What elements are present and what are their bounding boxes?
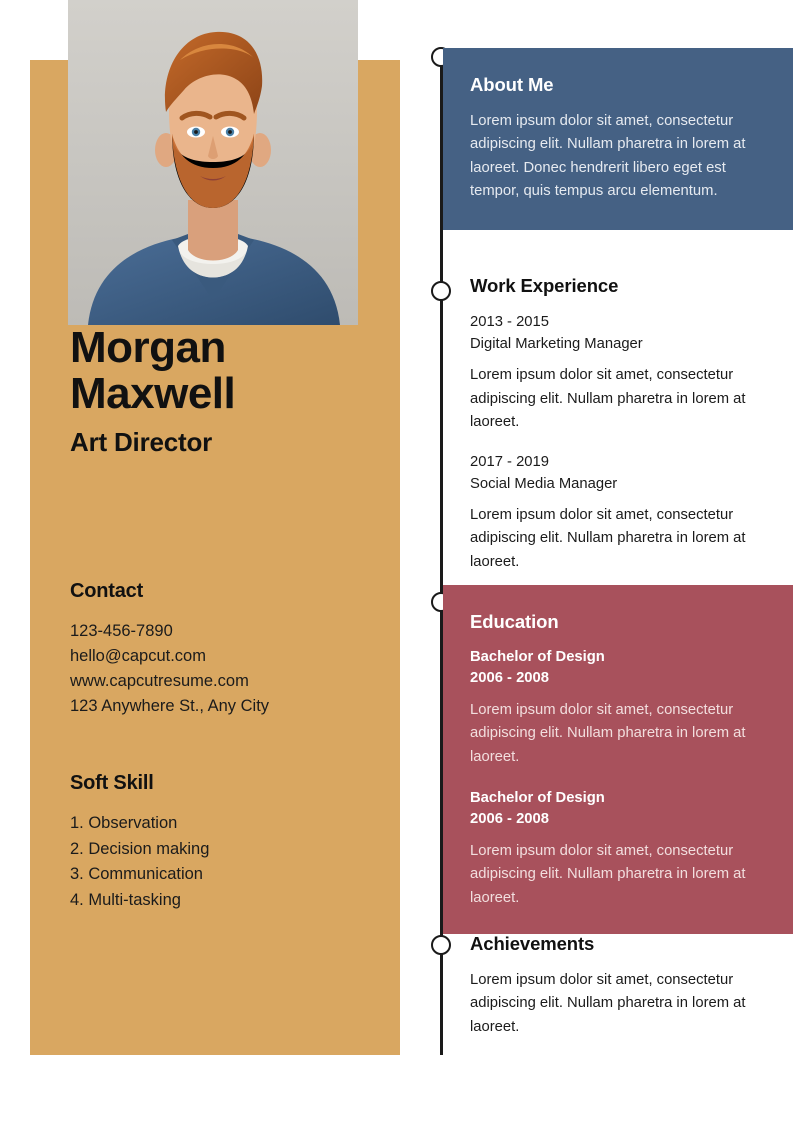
contact-heading: Contact <box>70 580 144 602</box>
about-me-panel <box>443 48 793 230</box>
job-meta <box>470 311 763 355</box>
job-title: Social Media Manager <box>470 475 618 492</box>
contact-phone: 123-456-7890 <box>70 622 173 640</box>
work-experience-item <box>470 311 763 435</box>
page-title <box>70 325 370 417</box>
name-block <box>70 325 370 458</box>
job-description: Lorem ipsum dolor sit amet, consectetur adipiscing elit. Nullam pharetra in lorem at laoreet. <box>470 367 746 431</box>
job-meta <box>470 451 763 495</box>
education-description: Lorem ipsum dolor sit amet, consectetur adipiscing elit. Nullam pharetra in lorem at laoreet. <box>470 701 746 765</box>
soft-skill-heading: Soft Skill <box>70 772 154 794</box>
education-years: 2006 - 2008 <box>470 811 549 828</box>
contact-address: 123 Anywhere St., Any City <box>70 697 270 716</box>
education-item <box>470 647 763 769</box>
education-heading: Education <box>470 611 559 632</box>
job-role: Art Director <box>70 426 213 457</box>
job-description: Lorem ipsum dolor sit amet, consectetur adipiscing elit. Nullam pharetra in lorem at laoreet. <box>470 506 746 570</box>
work-experience-heading: Work Experience <box>470 275 619 296</box>
contact-section <box>70 580 370 719</box>
list-item: 3. Communication <box>70 865 203 884</box>
name-line-2: Maxwell <box>70 368 236 418</box>
list-item: 2. Decision making <box>70 839 210 858</box>
job-years: 2017 - 2019 <box>470 453 549 470</box>
work-experience-item <box>470 451 763 575</box>
job-title: Digital Marketing Manager <box>470 336 643 353</box>
achievements-heading: Achievements <box>470 933 595 954</box>
right-content-column <box>443 0 793 1122</box>
contact-email[interactable]: hello@capcut.com <box>70 647 206 666</box>
achievements-panel <box>443 933 793 1039</box>
education-degree: Bachelor of Design <box>470 649 605 665</box>
about-me-text: Lorem ipsum dolor sit amet, consectetur adipiscing elit. Nullam pharetra in lorem at laoreet. Donec hendrerit libero eget est tempor, quis tempus arcu elementum. <box>470 113 746 200</box>
list-item: 4. Multi-tasking <box>70 890 181 909</box>
education-description: Lorem ipsum dolor sit amet, consectetur adipiscing elit. Nullam pharetra in lorem at laoreet. <box>470 842 746 906</box>
education-panel <box>443 585 793 934</box>
portrait-photo <box>68 0 358 325</box>
work-experience-panel <box>443 275 793 578</box>
education-years: 2006 - 2008 <box>470 670 549 687</box>
list-item: 1. Observation <box>70 814 178 832</box>
education-item <box>470 788 763 910</box>
job-years: 2013 - 2015 <box>470 314 549 330</box>
achievements-text: Lorem ipsum dolor sit amet, consectetur adipiscing elit. Nullam pharetra in lorem at laoreet. <box>470 972 746 1035</box>
soft-skill-section <box>70 772 370 913</box>
contact-website[interactable]: www.capcutresume.com <box>70 672 249 691</box>
education-degree: Bachelor of Design <box>470 790 605 807</box>
about-me-heading: About Me <box>470 74 554 95</box>
name-line-1: Morgan <box>70 323 226 372</box>
soft-skill-list <box>70 811 370 913</box>
